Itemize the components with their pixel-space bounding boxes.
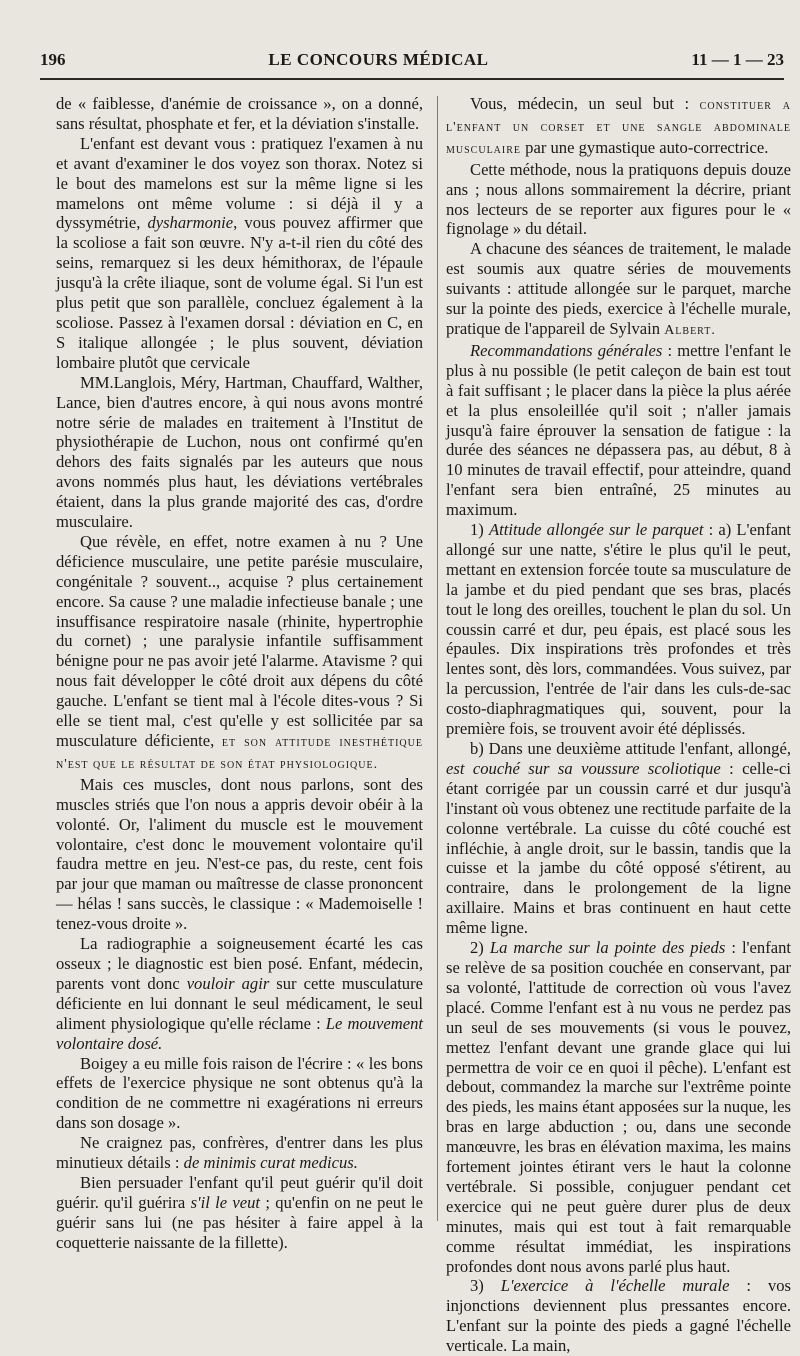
- header-rule: [40, 78, 784, 80]
- paragraph: L'enfant est devant vous : pratiquez l'examen à nu et avant d'examiner le dos voyez son thorax. Notez si le bout des mamelons est sur la même ligne si les mamelons ont même volume : si déjà il y a dyssymétrie, dysharmonie, vous pouvez affirmer que la scoliose a fait son œuvre. N'y a-t-il rien du côté des seins, remarquez si les deux hémithorax, de l'épaule jusqu'à la crête iliaque, sont de volume égal. Si l'un est plus petit que son parallèle, concluez également à la scoliose. Passez à l'examen dorsal : déviation en C, en S italique allongée ; le plus souvent, déviation lombaire plutôt que cervicale: [56, 133, 423, 372]
- paragraph: Bien persuader l'enfant qu'il peut guérir qu'il doit guérir. qu'il guérira s'il le veut ; qu'enfin on ne peut le guérir sans lui (ne pas hésiter à faire appel à la coquetterie naissante de la fillette).: [56, 1172, 423, 1252]
- column-divider: [437, 96, 438, 1221]
- paragraph: Vous, médecin, un seul but : constituer a l'enfant un corset et une sangle abdominale musculaire par une gymastique auto-correctrice.: [446, 94, 791, 157]
- page-number: 196: [40, 50, 66, 69]
- paragraph: 2) La marche sur la pointe des pieds : l'enfant se relève de sa position couchée en conservant, par sa volonté, l'attitude de correction où vous l'avez placé. Comme l'enfant est à nu vous ne perdez pas un seul de ses mouvements (si vous le pouvez, mettez l'enfant devant une grande glace qui lui permettra de voir ce en quoi il pêche). L'enfant est debout, commandez la marche sur l'extrême pointe des pieds, les mains étant apposées sur la nuque, les bras en large abduction ; ou, dans une seconde manœuvre, les bras en élévation maxima, les mains fortement jointes étirant vers le haut la colonne vertébrale. Si possible, conjuguer pendant cet exercice qui ne peut guère durer plus de deux minutes, mais qui est tout à fait remarquable comme résultat immédiat, les inspirations profondes dont nous avons parlé plus haut.: [446, 938, 791, 1276]
- paragraph: 1) Attitude allongée sur le parquet : a) L'enfant allongé sur une natte, s'étire le plus qu'il le peut, mettant en extension forcée toute sa musculature de la jambe et du pied pendant que ses bras, placés tout le long des oreilles, touchent le plan du sol. Un coussin carré et dur, peu épais, est placé sous les épaules. Dix inspirations très profondes et très lentes sont, dès lors, commandées. Vous suivez, par la percussion, l'entrée de l'air dans les culs-de-sac costo-diaphragmatiques qui, souvent, pour la première fois, se trouvent avoir été déplissés.: [446, 520, 791, 739]
- paragraph: Ne craignez pas, confrères, d'entrer dans les plus minutieux détails : de minimis curat medicus.: [56, 1133, 423, 1173]
- paragraph: Cette méthode, nous la pratiquons depuis douze ans ; nous allons sommairement la décrire, priant nos lecteurs de se reporter aux figures pour le « fignolage » du détail.: [446, 159, 791, 239]
- paragraph: La radiographie a soigneusement écarté les cas osseux ; le diagnostic est bien posé. Enfant, médecin, parents vont donc vouloir agir sur cette musculature déficiente en lui donnant le seul médicament, le seul aliment physiologique qu'elle réclame : Le mouvement volontaire dosé.: [56, 934, 424, 1053]
- left-column: [56, 94, 423, 1253]
- paragraph: MM.Langlois, Méry, Hartman, Chauffard, Walther, Lance, bien d'autres encore, à qui nous avons montré notre série de malades en traitement à l'Institut de physiothérapie de Luchon, nous ont confirmé qu'en dehors des faits signalés par les auteurs que nous avons nommés plus haut, les déviations vertébrales étaient, dans la plus grande majorité des cas, d'ordre musculaire.: [56, 372, 423, 532]
- paragraph: Que révèle, en effet, notre examen à nu ? Une déficience musculaire, une petite parésie musculaire, congénitale ? souvent.., acquise ? plus certainement encore. Sa cause ? une maladie infectieuse banale ; une insuffisance respiratoire nasale (rhinite, hypertrophie du cornet) ; une paralysie infantile suffisamment bénigne pour ne pas avoir jeté l'alarme. Atavisme ? qui nous fait développer le côté droit aux dépens du côté gauche. L'enfant se tient mal à l'école dites-vous ? Si elle se tient mal, c'est qu'elle y est sollicitée par sa musculature déficiente, et son attitude inesthétique n'est que le résultat de son état physiologique.: [56, 531, 423, 772]
- running-header: [40, 46, 784, 74]
- paragraph: A chacune des séances de traitement, le malade est soumis aux quatre séries de mouvements suivants : attitude allongée sur le parquet, marche sur la pointe des pieds, exercice à l'échelle murale, pratique de l'appareil de Sylvain Albert.: [446, 239, 791, 338]
- paragraph: de « faiblesse, d'anémie de croissance », on a donné, sans résultat, phosphate et fer, et la déviation s'installe.: [56, 94, 423, 133]
- issue-date: 11 — 1 — 23: [691, 50, 784, 69]
- paragraph: Recommandations générales : mettre l'enfant le plus à nu possible (le petit caleçon de bain est tout à fait suffisant ; le placer dans la pièce la plus aérée et la plus ensoleillée qu'il soit ; n'aller jamais jusqu'à faire éprouver la sensation de fatigue : la durée des séances ne dépassera pas, au début, 8 à 10 minutes de travail effectif, pour atteindre, quand l'enfant sera bien entraîné, 25 minutes au maximum.: [446, 340, 792, 520]
- paragraph: b) Dans une deuxième attitude l'enfant, allongé, est couché sur sa voussure scoliotique : celle-ci étant corrigée par un coussin carré et dur jusqu'à l'instant où vous obtenez une rectitude parfaite de la colonne vertébrale. La cuisse du côté couché est infléchie, à angle droit, sur le bassin, tandis que la cuisse et la jambe du côté opposé s'étirent, au contraire, dans le prolongement de la ligne axillaire. Mains et bras continuent en haut cette même ligne.: [446, 739, 791, 938]
- paragraph: 3) L'exercice à l'échelle murale : vos injonctions deviennent plus pressantes encore. L'enfant sur la pointe des pieds a gagné l'échelle verticale. La main,: [446, 1276, 791, 1356]
- right-column: [446, 94, 791, 1356]
- paragraph: Mais ces muscles, dont nous parlons, sont des muscles striés que l'on nous a appris devoir obéir à la volonté. Or, l'aliment du muscle est le mouvement volontaire, c'est donc le mouvement volontaire qu'il faudra mettre en jeu. N'est-ce pas, du reste, cent fois par jour que maman ou maîtresse de classe prononcent — hélas ! sans succès, le classique : « Mademoiselle ! tenez-vous droite ».: [56, 774, 423, 934]
- journal-title: LE CONCOURS MÉDICAL: [268, 50, 489, 69]
- paragraph: Boigey a eu mille fois raison de l'écrire : « les bons effets de l'exercice physique ne sont obtenus qu'à la condition de ne commettre ni exagérations ni erreurs dans son dosage ».: [56, 1053, 423, 1133]
